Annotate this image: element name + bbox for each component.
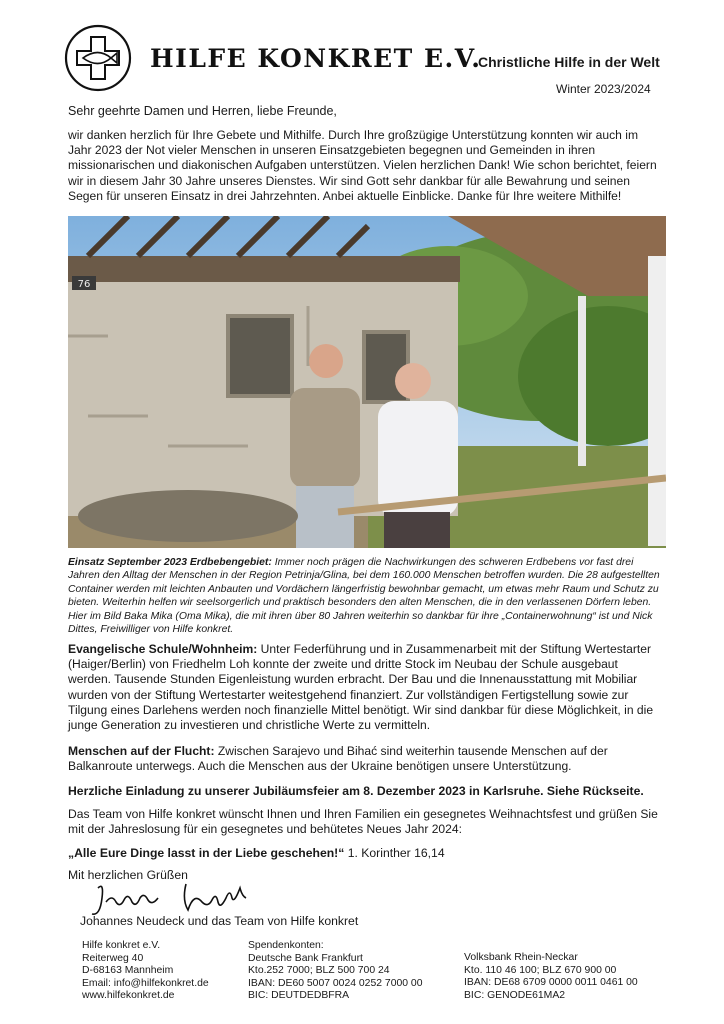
- closing: Mit herzlichen Grüßen: [68, 868, 188, 882]
- earthquake-area-photo: [68, 216, 666, 548]
- footer-bank-2: [464, 952, 638, 1002]
- footer-address-line: Hilfe konkret e.V.: [82, 940, 161, 951]
- footer-email[interactable]: Email: info@hilfekonkret.de: [82, 977, 209, 989]
- footer-bank-line: BIC: GENODE61MA2: [464, 989, 566, 1001]
- caption-lead: Einsatz September 2023 Erdbebengebiet:: [68, 557, 272, 568]
- footer-bank-line: BIC: DEUTDEDBFRA: [248, 990, 350, 1002]
- footer-bank-line: Kto.252 7000; BLZ 500 700 24: [248, 965, 390, 977]
- annual-verse: [68, 846, 445, 860]
- verse-reference: 1. Korinther 16,14: [344, 846, 445, 860]
- org-title: HILFE KONKRET E.V.: [150, 44, 482, 73]
- footer-bank-line: Volksbank Rhein-Neckar: [464, 952, 578, 963]
- tagline: Christliche Hilfe in der Welt: [478, 54, 660, 70]
- photo-caption: [68, 556, 666, 636]
- wishes-paragraph: Das Team von Hilfe konkret wünscht Ihnen und Ihren Familien ein gesegnetes Weihnachtsfest und grüßen Sie mit der Jahreslosung für ein gesegnetes und behütetes Neues Jahr 2024:: [68, 807, 658, 837]
- refugees-lead: Menschen auf der Flucht:: [68, 744, 215, 758]
- signer-name: Johannes Neudeck und das Team von Hilfe konkret: [80, 914, 359, 928]
- footer-bank-1: [248, 940, 422, 1003]
- footer-website[interactable]: www.hilfekonkret.de: [82, 990, 175, 1002]
- salutation: Sehr geehrte Damen und Herren, liebe Freunde,: [68, 104, 337, 118]
- footer-bank-line: IBAN: DE68 6709 0000 0011 0461 00: [464, 977, 638, 989]
- refugees-text: Zwischen Sarajevo und Bihać sind weiterhin tausende Menschen auf der Balkanroute unterwegs. Auch die Menschen aus der Ukraine benötigen unsere Unterstützung.: [68, 744, 608, 774]
- footer-address-line: D-68163 Mannheim: [82, 965, 174, 977]
- hilfe-konkret-logo: [64, 24, 132, 92]
- school-lead: Evangelische Schule/Wohnheim:: [68, 642, 258, 656]
- footer-bank-line: Spendenkonten:: [248, 940, 324, 951]
- caption-text: Immer noch prägen die Nachwirkungen des schweren Erdbebens vor fast drei Jahren den Alltag der Menschen in der Region Petrinja/Glina, bei dem 160.000 Menschen betroffen wurden. Die 28 aufgestellten Container werden mit leichten Anbauten und Vordächern längerfristig bewohnbar gemacht, um etwas mehr Raum und Schutz zu bieten. Weiterhin helfen wir seelsorgerlich und praktisch besonders den alten Menschen, die in den verlassenen Dörfern leben. Hier im Bild Baka Mika (Oma Mika), die mit ihren über 80 Jahren weiterhin so dankbar für ihre „Containerwohnung“ ist und Nick Dittes, Freiwilliger von Hilfe konkret.: [68, 557, 660, 636]
- school-paragraph: [68, 642, 664, 733]
- footer-address: [82, 940, 209, 1003]
- intro-paragraph: wir danken herzlich für Ihre Gebete und Mithilfe. Durch Ihre großzügige Unterstützung konnten wir auch im Jahr 2023 der Not vieler Menschen in unseren Einsatzgebieten begegnen und Gemeinden in ihren missionarischen und diakonischen Aufgaben unterstützen. Vielen herzlichen Dank! Wie schon berichtet, feiern wir in diesem Jahr 30 Jahre unseres Dienstes. Wir sind Gott sehr dankbar für alle Bewahrung und seinen Segen für unseren Einsatz in drei Jahrzehnten. Anbei aktuelle Einblicke. Danke für Ihre weitere Mithilfe!: [68, 128, 657, 203]
- refugees-paragraph: [68, 744, 664, 774]
- house-number: 76: [77, 279, 91, 290]
- invitation-line: Herzliche Einladung zu unserer Jubiläumsfeier am 8. Dezember 2023 in Karlsruhe. Siehe Rückseite.: [68, 784, 644, 798]
- footer-address-line: Reiterweg 40: [82, 952, 144, 964]
- season-label: Winter 2023/2024: [556, 82, 651, 96]
- school-text: Unter Federführung und in Zusammenarbeit mit der Stiftung Wertestarter (Haiger/Berlin) von Friedhelm Loh konnte der zweite und dritte Stock im Neubau der Schule ausgebaut werden. Tausende Stunden Eigenleistung wurden erbracht. Der Bau und die Innenausstattung mit Mobiliar wurden von der Stiftung Wertestarter weitestgehend finanziert. Zur vollständigen Fertigstellung sowie zur Tilgung eines Darlehens werden noch finanzielle Mittel benötigt. Wir sind dankbar für diese Möglichkeit, in die junge Generation zu investieren und christliche Werte zu vermitteln.: [68, 642, 654, 733]
- footer-bank-line: Kto. 110 46 100; BLZ 670 900 00: [464, 964, 617, 976]
- verse-text: „Alle Eure Dinge lasst in der Liebe geschehen!“: [68, 846, 345, 860]
- footer-bank-line: IBAN: DE60 5007 0024 0252 7000 00: [248, 977, 423, 989]
- footer-bank-line: Deutsche Bank Frankfurt: [248, 952, 363, 964]
